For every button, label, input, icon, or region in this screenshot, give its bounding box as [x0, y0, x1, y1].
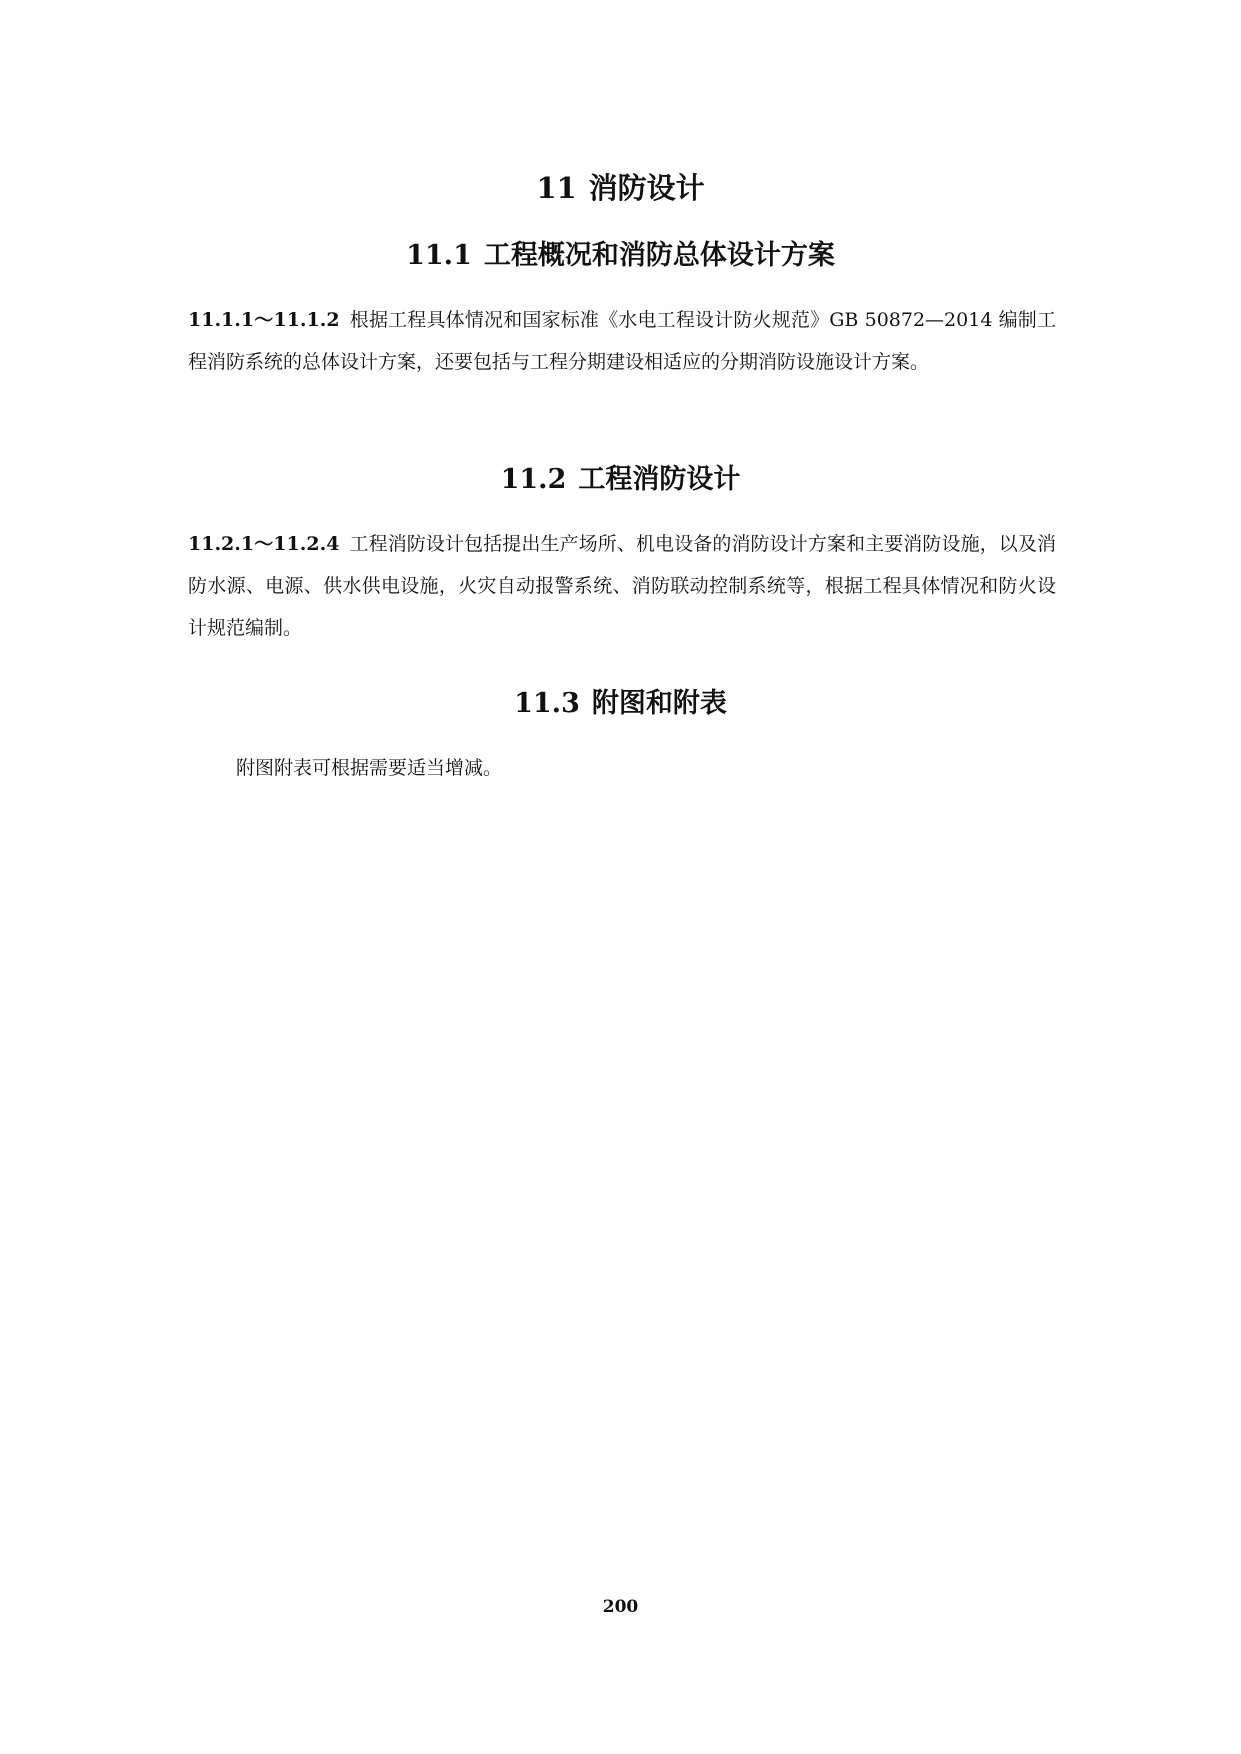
- section-title: 工程消防设计: [578, 464, 741, 495]
- paragraph-text: 附图附表可根据需要适当增减。: [236, 757, 503, 779]
- section-paragraph-11-2: [188, 523, 1056, 649]
- section-number: 11.3: [514, 688, 580, 719]
- section-title: 工程概况和消防总体设计方案: [483, 240, 835, 271]
- clause-number: 11.2.1～11.2.4: [188, 533, 340, 555]
- section-heading-11-2: [0, 461, 1241, 499]
- chapter-number: 11: [536, 171, 577, 205]
- section-paragraph-11-3: [188, 747, 1056, 789]
- section-title: 附图和附表: [591, 688, 727, 719]
- section-heading-11-1: [0, 237, 1241, 275]
- paragraph-text: 根据工程具体情况和国家标准《水电工程设计防火规范》GB 50872—2014 编制工程消防系统的总体设计方案，还要包括与工程分期建设相适应的分期消防设施设计方案。: [188, 309, 1056, 373]
- chapter-title: 消防设计: [588, 171, 705, 205]
- section-paragraph-11-1: [188, 299, 1056, 383]
- section-number: 11.2: [500, 464, 567, 495]
- section-heading-11-3: [0, 685, 1241, 723]
- section-number: 11.1: [406, 240, 472, 271]
- page-number: 200: [602, 1597, 639, 1617]
- chapter-heading: [0, 168, 1241, 208]
- paragraph-text: 工程消防设计包括提出生产场所、机电设备的消防设计方案和主要消防设施，以及消防水源、电源、供水供电设施，火灾自动报警系统、消防联动控制系统等，根据工程具体情况和防火设计规范编制。: [188, 533, 1056, 639]
- clause-number: 11.1.1～11.1.2: [188, 309, 340, 331]
